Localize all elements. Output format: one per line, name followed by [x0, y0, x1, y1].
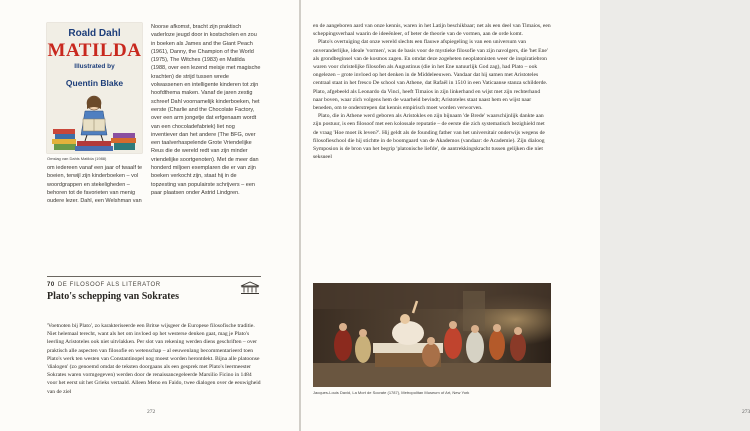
dahl-under-text: om iedereen vanaf een jaar of twaalf te boeien, terwijl zijn kinderboeken – vol woordgrappen en stekeligheden – behoren tot de favorieten van menig oudere lezer. Dahl, een Welshman van [47, 165, 143, 205]
cover-caption: Omslag van Dahls Matilda (1988) [47, 156, 107, 161]
painting-caption: Jacques-Louis David, La Mort de Socrate (1787), Metropolitan Museum of Art, New York [313, 390, 470, 395]
painting-image [313, 283, 551, 387]
section-number: 70 [47, 282, 55, 288]
plato-body-left [47, 322, 261, 396]
right-paragraph: en de aangeboren aard van onze kennis, waren in het Latijn beschikbaar; net als een deel van Timaios, een scheppingsverhaal waarin de ideeënleer, of beter de theorie van de vormen, aan de orde komt. [313, 23, 551, 38]
dahl-under-column [47, 164, 147, 205]
section-title: Plato's schepping van Sokrates [47, 291, 179, 302]
matilda-cover-image [47, 23, 142, 153]
section-rule [47, 276, 261, 277]
cover-illustrated-by: Illustrated by [74, 63, 115, 70]
page-number-right-text: 273 [742, 409, 750, 415]
death-of-socrates-painting [313, 283, 551, 387]
section-kicker [47, 282, 161, 288]
cover-illustrator: Quentin Blake [65, 78, 124, 88]
plato-body-right [313, 22, 551, 161]
cover-author: Roald Dahl [68, 28, 121, 39]
right-paragraph: Plato's overtuiging dat onze wereld slechts een flauwe afspiegeling is van een universum van onveranderlijke, ideale 'vormen', was de basis voor de mystieke filosofie van zijn navolgers, die 'het Ene' als grondbeginsel van de kosmos zagen. En omdat deze zogeheten neoplatonisten weer de inspiratiebron waren voor christelijke filosofen als Augustinus (die in het Ene natuurlijk God zag), had Plato – ook ongelezen – grote invloed op het denken in de Middeleeuwen. Vandaar dat hij samen met Aristoteles centraal staat in het fresco De school van Athene, dat Rafaël in 1510 in een Vaticaanse stanza schilderde. Plato, afgebeeld als Leonardo da Vinci, heeft Timaios in zijn linkerhand en wijst met zijn rechterhand naar boven, waar zich volgens hem de waarheid bevindt; Aristoteles staat naast hem en wijst naar beneden, om te onderstrepen dat kennis empirisch moet worden verworven. [313, 39, 548, 112]
right-paragraph: Plato, die in Athene werd geboren als Aristokles en zijn bijnaam 'de Brede' waarschijnlijk dankte aan zijn postuur, is een filosoof met een kolossale reputatie – de eerste die zich systematisch bezighield met de vraag 'Hoe moet ik leven?'. Hij geldt als de founding father van het universitair onderwijs wegens de filosofieschool die hij stichtte in de boomgaard van de Akademos (vandaar: de Academie). Zijn dialoog Symposion is de bron van het begrip 'platonische liefde', de aantrekkingskracht tussen gelijken die niet seksueel [313, 113, 545, 161]
page-number-left: 272 [147, 409, 156, 415]
dahl-side-column [151, 23, 261, 197]
cover-illustration [47, 89, 142, 153]
section-kicker-label: DE FILOSOOF ALS LITERATOR [57, 282, 161, 288]
left-page [0, 0, 299, 431]
plato-body-text: 'Voetnoten bij Plato', zo karakteriseerde een Britse wijsgeer de Europese filosofische traditie. Niet helemaal terecht, want als het om invloed op het westerse denken gaat, mag je Plato's leerling Aristoteles ook niet uitvlakken. Per slot van rekening werden diens geschriften – over praktisch alle aspecten van filosofie en wetenschap – al eeuwenlang becommentarieerd toen Plato's werk ten westen van Constantinopel nog moest worden herontdekt. Bijna alle platoonse 'dialogen' (zo genoemd omdat de teksten doorgaans als een gesprek met Plato's leermeester Sokrates waren vormgegeven) werden door de renaissancegeleerde Marsilio Ficino in 1484 voor het eerst uit het Grieks vertaald. Alleen Meno en Faido, twee dialogen over de eeuwigheid van de ziel [47, 323, 261, 395]
dahl-side-text: Noorse afkomst, bracht zijn praktisch vaderloze jeugd door in kostscholen en zou in boeken als James and the Giant Peach (1961), Danny, the Champion of the World (1975), The Witches (1983) en Matilda (1988, over een lezend meisje met magische krachten) de strijd tussen wrede volwassenen en intelligente kinderen tot zijn hoofdthema maken. Vanaf de jaren zestig schreef Dahl voornamelijk kinderboeken, het eerste (Charlie and the Chocolate Factory, over een arm jongetje dat erfgenaam wordt van een chocoladefabriek) liet nog inventiever dan het andere (The BFG, over een taalverhaspelende Grote Vriendelijke Reus die de wereld redt van zijn minder vriendelijke soortgenoten). Met de meer dan honderd miljoen exemplaren die er van zijn boeken verkocht zijn, staat hij in de topzesting van populairste schrijvers – een paar plaatsen onder Astrid Lindgren. [151, 24, 261, 196]
page-number-right [742, 409, 750, 415]
right-page [301, 0, 750, 431]
cover-title: MATILDA [47, 40, 142, 61]
temple-icon [240, 281, 260, 295]
